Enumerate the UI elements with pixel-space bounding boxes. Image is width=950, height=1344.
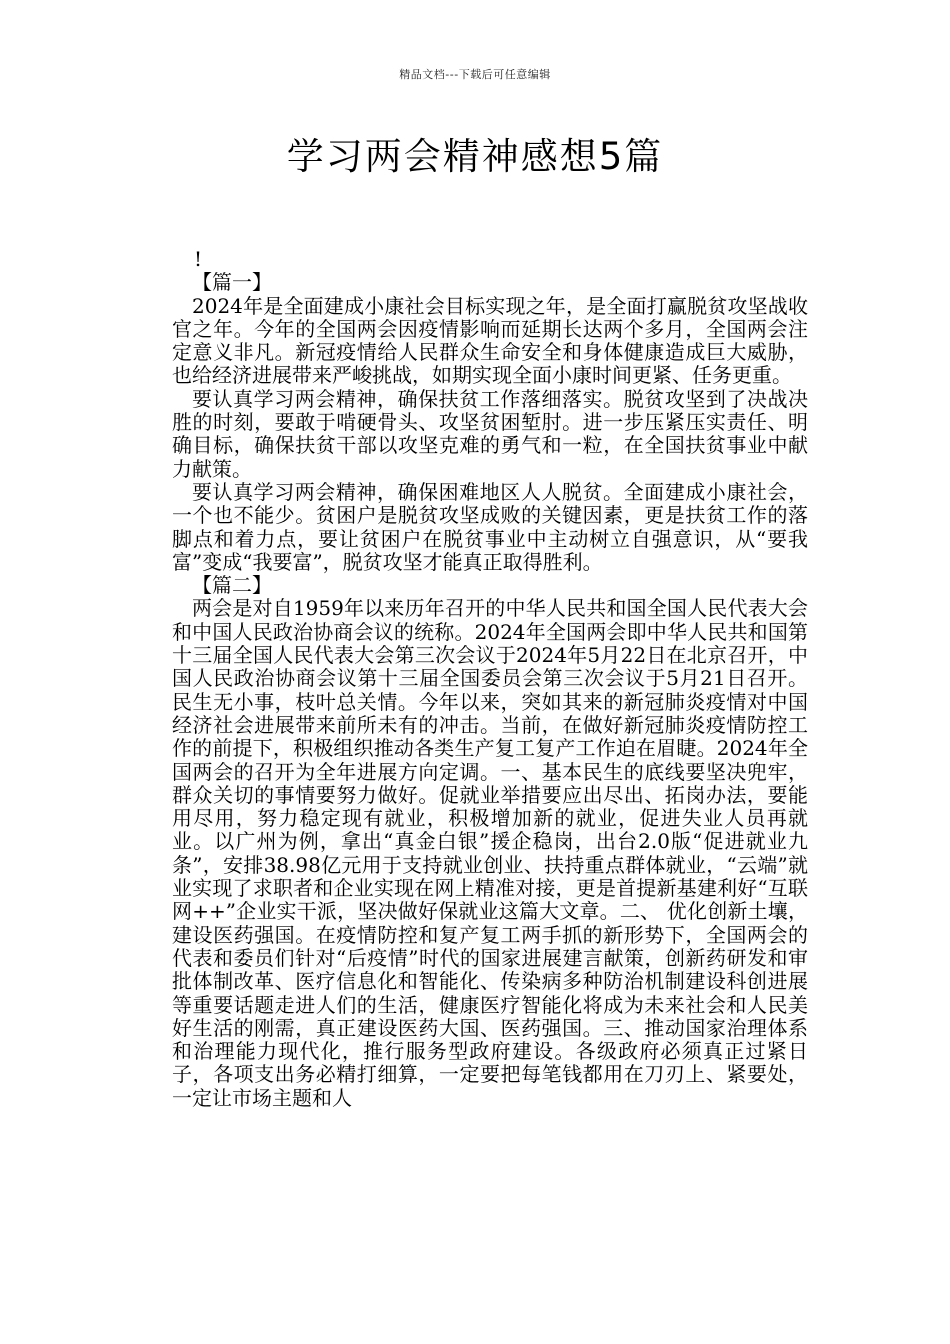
paragraph: 2024年是全面建成小康社会目标实现之年，是全面打赢脱贫攻坚战收官之年。今年的全国两会因疫情影响而延期长达两个多月，全国两会注定意义非凡。新冠疫情给人民群众生命安全和身体健康造成巨大威胁，也给经济进展带来严峻挑战，如期实现全面小康时间更紧、任务更重。 [172, 293, 808, 388]
paragraph: 两会是对自1959年以来历年召开的中华人民共和国全国人民代表大会和中国人民政治协商会议的统称。2024年全国两会即中华人民共和国第十三届全国人民代表大会第三次会议于2024年5月22日在北京召开，中国人民政治协商会议第十三届全国委员会第三次会议于5月21日召开。民生无小事，枝叶总关情。今年以来，突如其来的新冠肺炎疫情对中国经济社会进展带来前所未有的冲击。当前，在做好新冠肺炎疫情防控工作的前提下，积极组织推动各类生产复工复产工作迫在眉睫。2024年全国两会的召开为全年进展方向定调。一、基本民生的底线要坚决兜牢，群众关切的事情要努力做好。促就业举措要应出尽出、拓岗办法，要能用尽用，努力稳定现有就业，积极增加新的就业，促进失业人员再就业。以广州为例，拿出“真金白银”援企稳岗，出台2.0版“促进就业九条”，安排38.98亿元用于支持就业创业、扶持重点群体就业，“云端”就业实现了求职者和企业实现在网上精准对接，更是首提新基建利好“互联网++”企业实干派，坚决做好保就业这篇大文章。二、 优化创新土壤，建设医药强国。在疫情防控和复产复工两手抓的新形势下，全国两会的代表和委员们针对“后疫情”时代的国家进展建言献策，创新药研发和审批体制改革、医疗信息化和智能化、传染病多种防治机制建设科创进展等重要话题走进人们的生活，健康医疗智能化将成为未来社会和人民美好生活的刚需，真正建设医药大国、医药强国。三、推动国家治理体系和治理能力现代化，推行服务型政府建设。各级政府必须真正过紧日子，各项支出务必精打细算，一定要把每笔钱都用在刀刃上、紧要处，一定让市场主题和人 [172, 596, 808, 1110]
section-heading-2: 【篇二】 [192, 573, 272, 598]
document-title: 学习两会精神感想5篇 [286, 135, 664, 178]
page-header-note: 精品文档---下载后可任意编辑 [399, 68, 551, 81]
stray-mark: ! [194, 247, 203, 271]
section-heading-1: 【篇一】 [192, 270, 272, 295]
paragraph: 要认真学习两会精神，确保扶贫工作落细落实。脱贫攻坚到了决战决胜的时刻，要敢于啃硬骨头、攻坚贫困堑肘。进一步压紧压实责任、明确目标，确保扶贫干部以攻坚克难的勇气和一粒，在全国扶贫事业中献力献策。 [172, 386, 808, 481]
paragraph: 要认真学习两会精神，确保困难地区人人脱贫。全面建成小康社会，一个也不能少。贫困户是脱贫攻坚成败的关键因素，更是扶贫工作的落脚点和着力点，要让贫困户在脱贫事业中主动树立自强意识，从“要我富”变成“我要富”，脱贫攻坚才能真正取得胜利。 [172, 479, 808, 574]
document-body [172, 248, 808, 1110]
